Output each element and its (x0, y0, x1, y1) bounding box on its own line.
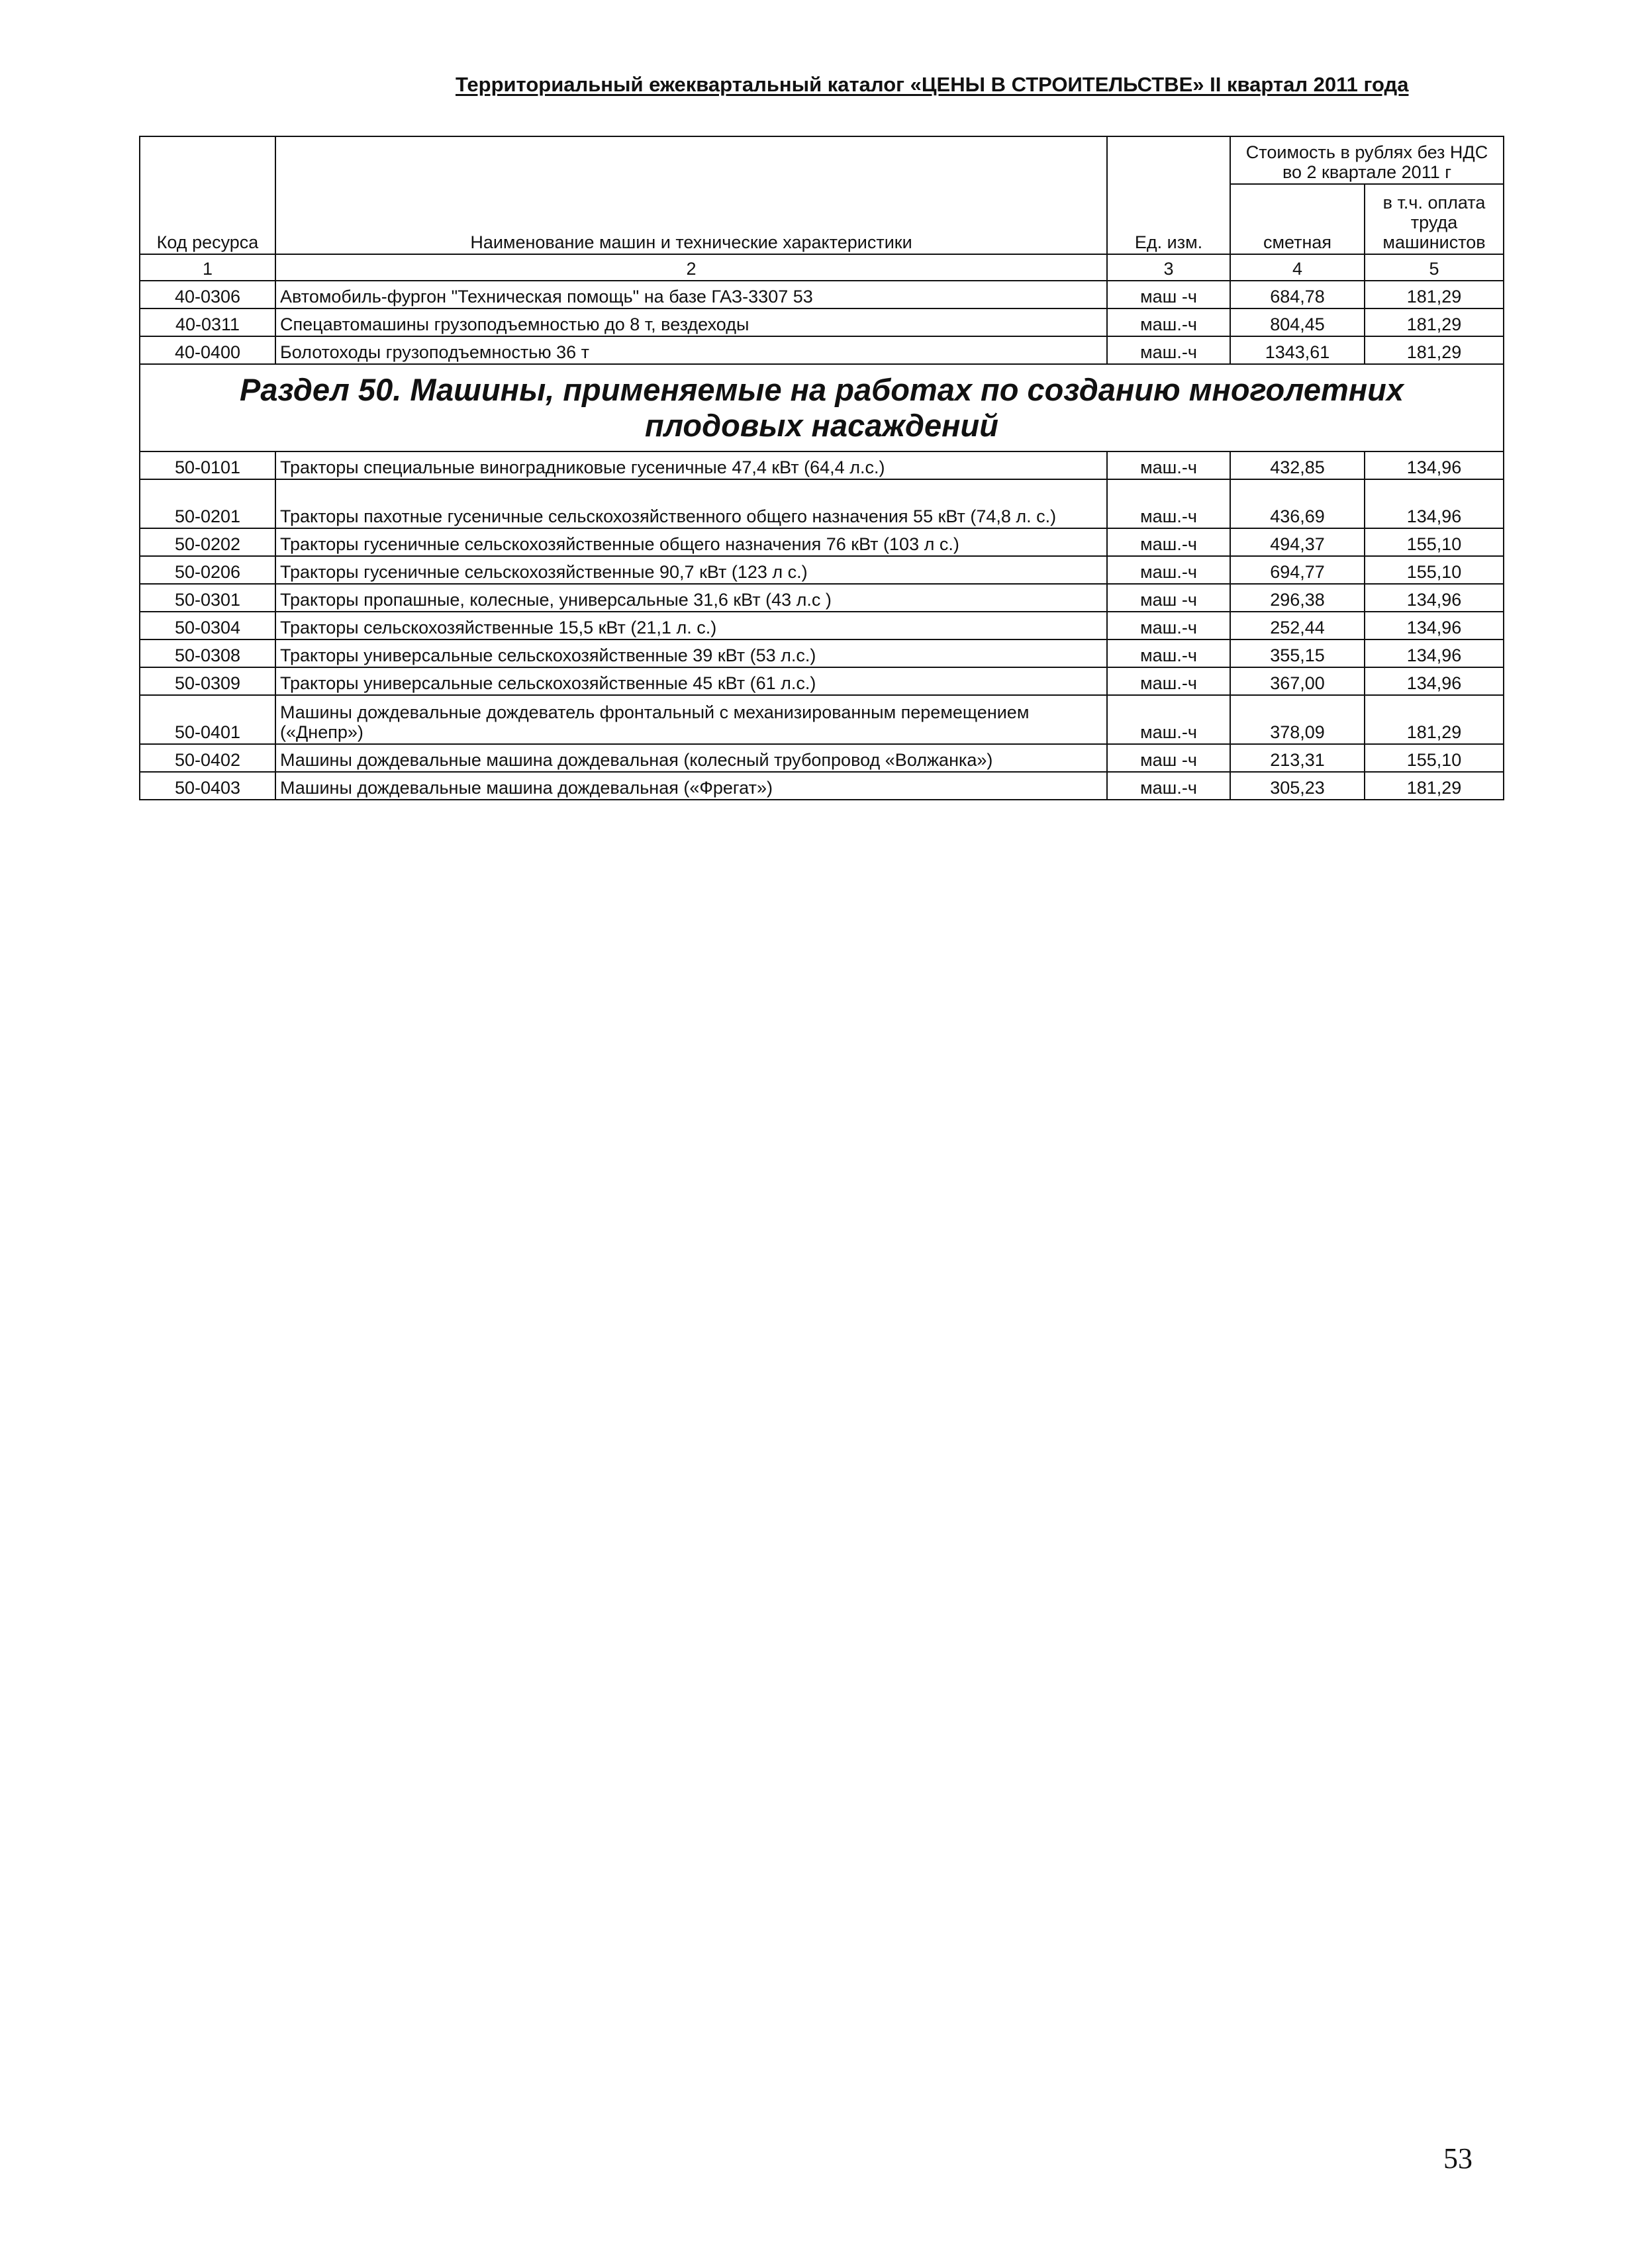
labor-cost: 134,96 (1365, 479, 1504, 528)
resource-code: 40-0400 (140, 336, 275, 364)
labor-cost: 181,29 (1365, 308, 1504, 336)
resource-code: 40-0311 (140, 308, 275, 336)
resource-code: 50-0201 (140, 479, 275, 528)
resource-name: Тракторы пропашные, колесные, универсальные 31,6 кВт (43 л.с ) (275, 584, 1107, 612)
header-cost-group: Стоимость в рублях без НДС во 2 квартале 2011 г (1230, 136, 1504, 184)
labor-cost: 181,29 (1365, 772, 1504, 800)
table-row (140, 528, 1504, 556)
resource-unit: маш.-ч (1107, 528, 1230, 556)
resource-name: Машины дождевальные машина дождевальная (колесный трубопровод «Волжанка») (275, 744, 1107, 772)
resource-code: 50-0202 (140, 528, 275, 556)
section-title: Раздел 50. Машины, применяемые на работах по созданию многолетних плодовых насаждений (140, 364, 1504, 451)
table-row (140, 744, 1504, 772)
table-row (140, 667, 1504, 695)
estimate-cost: 305,23 (1230, 772, 1365, 800)
resource-code: 50-0402 (140, 744, 275, 772)
estimate-cost: 684,78 (1230, 281, 1365, 308)
column-number: 3 (1107, 254, 1230, 281)
table-header-row (140, 136, 1504, 184)
table-row (140, 556, 1504, 584)
section-row (140, 364, 1504, 451)
header-name: Наименование машин и технические характеристики (275, 136, 1107, 254)
resource-unit: маш.-ч (1107, 772, 1230, 800)
resource-name: Машины дождевальные машина дождевальная («Фрегат») (275, 772, 1107, 800)
resource-name: Тракторы универсальные сельскохозяйственные 39 кВт (53 л.с.) (275, 639, 1107, 667)
estimate-cost: 432,85 (1230, 451, 1365, 479)
resource-code: 50-0101 (140, 451, 275, 479)
resource-code: 50-0309 (140, 667, 275, 695)
resource-code: 50-0301 (140, 584, 275, 612)
resource-unit: маш.-ч (1107, 479, 1230, 528)
resource-code: 50-0304 (140, 612, 275, 639)
resource-unit: маш -ч (1107, 744, 1230, 772)
labor-cost: 181,29 (1365, 281, 1504, 308)
column-number: 1 (140, 254, 275, 281)
column-numbers-row (140, 254, 1504, 281)
header-labor: в т.ч. оплата труда машинистов (1365, 184, 1504, 254)
header-unit: Ед. изм. (1107, 136, 1230, 254)
labor-cost: 134,96 (1365, 451, 1504, 479)
labor-cost: 134,96 (1365, 639, 1504, 667)
estimate-cost: 355,15 (1230, 639, 1365, 667)
resource-unit: маш.-ч (1107, 612, 1230, 639)
resource-unit: маш.-ч (1107, 556, 1230, 584)
estimate-cost: 436,69 (1230, 479, 1365, 528)
resource-unit: маш -ч (1107, 281, 1230, 308)
labor-cost: 181,29 (1365, 336, 1504, 364)
estimate-cost: 213,31 (1230, 744, 1365, 772)
estimate-cost: 1343,61 (1230, 336, 1365, 364)
column-number: 4 (1230, 254, 1365, 281)
estimate-cost: 804,45 (1230, 308, 1365, 336)
resource-table (139, 136, 1504, 800)
estimate-cost: 378,09 (1230, 695, 1365, 744)
estimate-cost: 367,00 (1230, 667, 1365, 695)
resource-name: Тракторы сельскохозяйственные 15,5 кВт (21,1 л. с.) (275, 612, 1107, 639)
table-row (140, 584, 1504, 612)
resource-unit: маш.-ч (1107, 336, 1230, 364)
table-row (140, 308, 1504, 336)
resource-code: 50-0206 (140, 556, 275, 584)
labor-cost: 134,96 (1365, 667, 1504, 695)
resource-unit: маш.-ч (1107, 695, 1230, 744)
labor-cost: 155,10 (1365, 528, 1504, 556)
header-code: Код ресурса (140, 136, 275, 254)
labor-cost: 181,29 (1365, 695, 1504, 744)
resource-code: 50-0403 (140, 772, 275, 800)
column-number: 2 (275, 254, 1107, 281)
resource-code: 50-0308 (140, 639, 275, 667)
estimate-cost: 694,77 (1230, 556, 1365, 584)
table-row (140, 479, 1504, 528)
table-row (140, 772, 1504, 800)
resource-code: 40-0306 (140, 281, 275, 308)
table-row (140, 281, 1504, 308)
table-row (140, 451, 1504, 479)
resource-unit: маш.-ч (1107, 308, 1230, 336)
resource-name: Тракторы универсальные сельскохозяйственные 45 кВт (61 л.с.) (275, 667, 1107, 695)
resource-name: Тракторы гусеничные сельскохозяйственные 90,7 кВт (123 л с.) (275, 556, 1107, 584)
resource-code: 50-0401 (140, 695, 275, 744)
labor-cost: 155,10 (1365, 556, 1504, 584)
resource-unit: маш.-ч (1107, 639, 1230, 667)
resource-unit: маш -ч (1107, 584, 1230, 612)
labor-cost: 134,96 (1365, 612, 1504, 639)
column-number: 5 (1365, 254, 1504, 281)
resource-name: Тракторы специальные виноградниковые гусеничные 47,4 кВт (64,4 л.с.) (275, 451, 1107, 479)
resource-unit: маш.-ч (1107, 451, 1230, 479)
labor-cost: 134,96 (1365, 584, 1504, 612)
page-number: 53 (1443, 2142, 1473, 2175)
header-estimate: сметная (1230, 184, 1365, 254)
resource-name: Автомобиль-фургон "Техническая помощь" на базе ГАЗ-3307 53 (275, 281, 1107, 308)
estimate-cost: 252,44 (1230, 612, 1365, 639)
table-row (140, 639, 1504, 667)
table-row (140, 612, 1504, 639)
estimate-cost: 296,38 (1230, 584, 1365, 612)
resource-name: Тракторы гусеничные сельскохозяйственные общего назначения 76 кВт (103 л с.) (275, 528, 1107, 556)
estimate-cost: 494,37 (1230, 528, 1365, 556)
resource-name: Тракторы пахотные гусеничные сельскохозяйственного общего назначения 55 кВт (74,8 л. с.) (275, 479, 1107, 528)
resource-unit: маш.-ч (1107, 667, 1230, 695)
table-row (140, 695, 1504, 744)
resource-name: Машины дождевальные дождеватель фронтальный с механизированным перемещением («Днепр») (275, 695, 1107, 744)
labor-cost: 155,10 (1365, 744, 1504, 772)
table-row (140, 336, 1504, 364)
resource-name: Болотоходы грузоподъемностью 36 т (275, 336, 1107, 364)
page-header: Территориальный ежеквартальный каталог «ЦЕНЫ В СТРОИТЕЛЬСТВЕ» II квартал 2011 года (456, 73, 1409, 96)
resource-name: Спецавтомашины грузоподъемностью до 8 т, вездеходы (275, 308, 1107, 336)
